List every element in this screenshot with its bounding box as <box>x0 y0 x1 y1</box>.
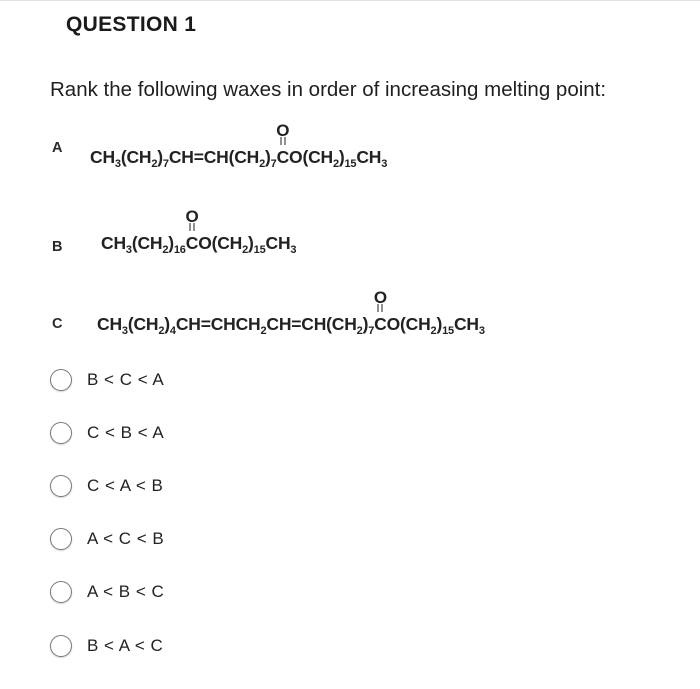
radio-button[interactable] <box>50 422 72 444</box>
option-label: A < C < B <box>87 529 165 548</box>
wax-a-label: A <box>52 140 63 156</box>
option-label: B < C < A <box>87 370 165 389</box>
option-label: C < B < A <box>87 423 165 442</box>
wax-c-label: C <box>52 316 63 332</box>
answer-option[interactable] <box>50 524 164 554</box>
option-label: B < A < C <box>87 636 164 655</box>
answer-option[interactable] <box>50 577 164 607</box>
answer-option[interactable] <box>50 631 163 661</box>
radio-button[interactable] <box>50 369 72 391</box>
question-prompt: Rank the following waxes in order of increasing melting point: <box>50 78 607 101</box>
carbonyl-group: O C <box>185 207 199 253</box>
wax-b-formula: $CH_3(CH_2)_{16}$ O $CO(CH_2)_{15}CH_3$ <box>101 207 297 256</box>
carbonyl-group: O C <box>276 121 290 167</box>
radio-button[interactable] <box>50 635 72 657</box>
wax-c-formula: $CH_3(CH_2)_4CH=CHCH_2CH=CH(CH_2)_7$ O $CO(CH_2)_{15}CH_3$ <box>97 288 485 337</box>
wax-b-label: B <box>52 239 63 255</box>
carbonyl-group: O C <box>373 288 387 334</box>
answer-option[interactable] <box>50 471 163 501</box>
answer-option[interactable] <box>50 365 164 395</box>
radio-button[interactable] <box>50 528 72 550</box>
question-title: QUESTION 1 <box>66 13 197 36</box>
radio-button[interactable] <box>50 475 72 497</box>
option-label: A < B < C <box>87 582 165 601</box>
radio-button[interactable] <box>50 581 72 603</box>
option-label: C < A < B <box>87 476 164 495</box>
top-divider <box>0 0 700 1</box>
answer-option[interactable] <box>50 418 164 448</box>
wax-a-formula: $CH_3(CH_2)_7CH=CH(CH_2)_7$ O $CO(CH_2)_{15}CH_3$ <box>90 121 388 170</box>
